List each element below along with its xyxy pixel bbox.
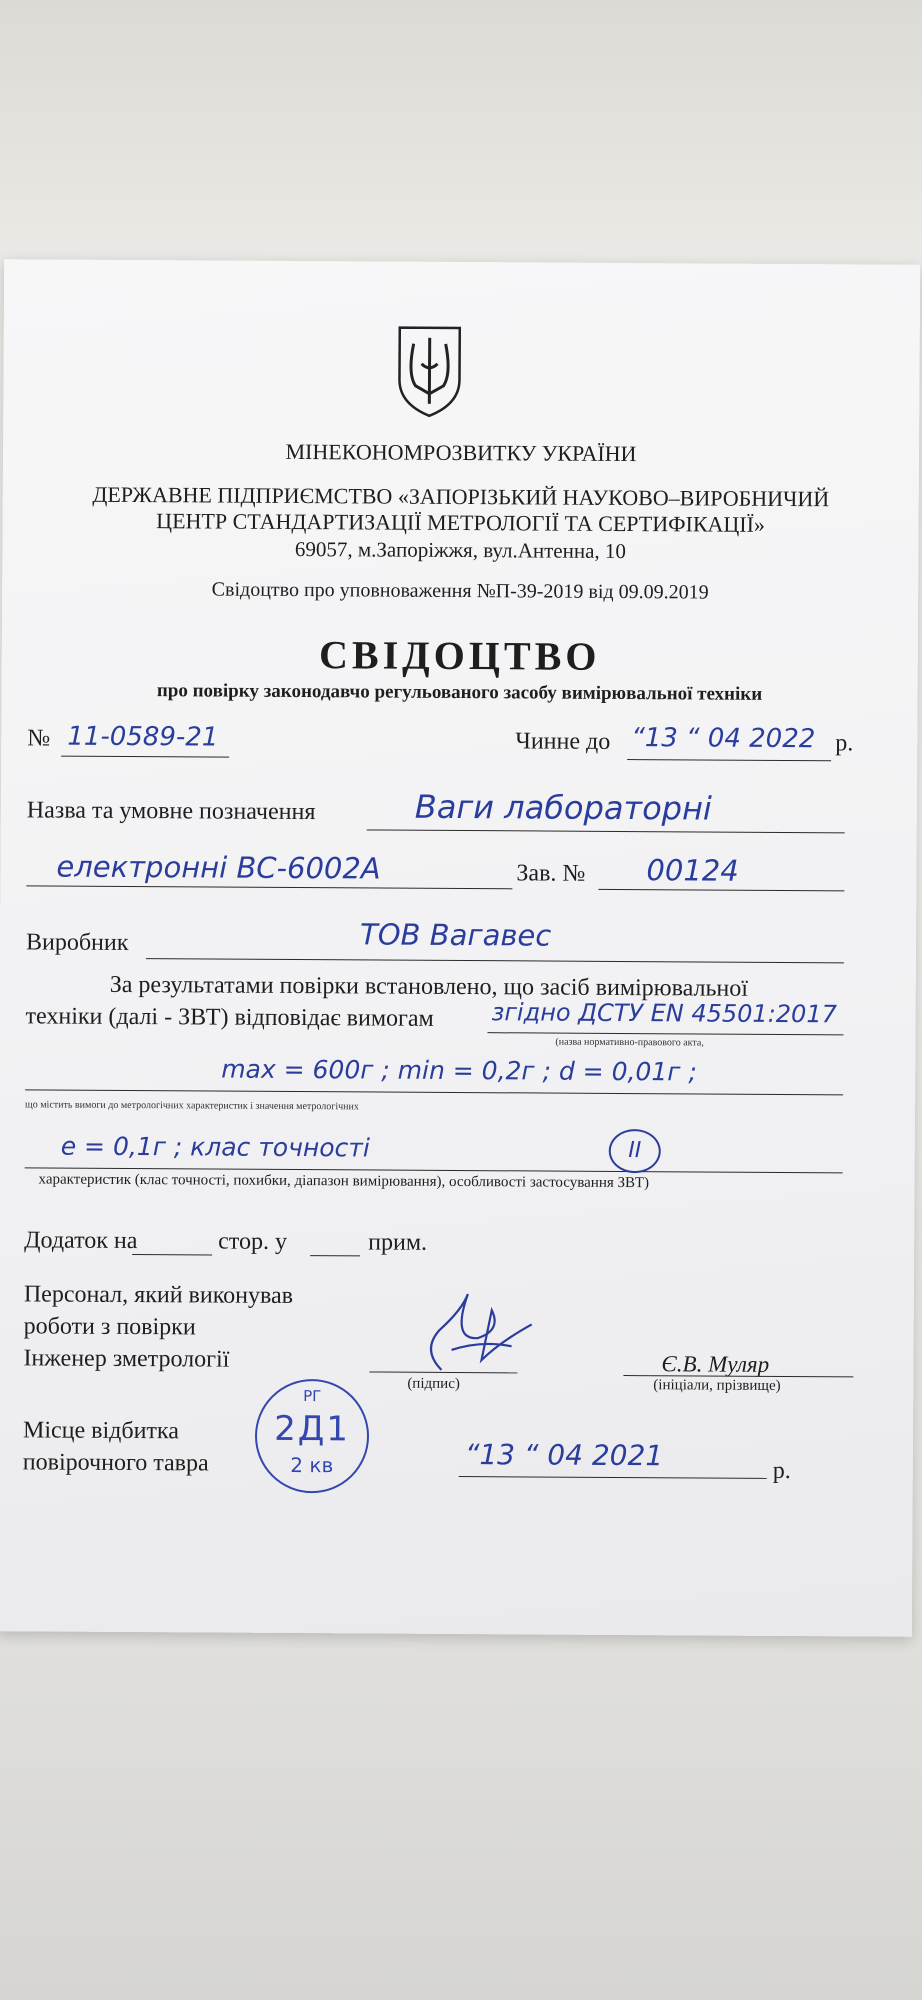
verification-date: “13 “ 04 2021 (464, 1438, 664, 1473)
standard-reference: згідно ДСТУ EN 45501:2017 (491, 998, 838, 1029)
stamp-mid-text: 2Д1 (274, 1408, 351, 1450)
name-underline-2 (26, 885, 512, 889)
stamp-place-line1: Місце відбитка (22, 1417, 179, 1445)
manufacturer-underline (146, 958, 844, 963)
results-text-line1: За результатами повірки встановлено, що засіб вимірювальної (109, 971, 749, 1002)
date-underline (459, 1476, 767, 1479)
manufacturer-value: ТОВ Вагавес (359, 917, 552, 953)
appendix-pages-underline (132, 1254, 212, 1255)
manufacturer-label: Виробник (25, 929, 129, 956)
personnel-line1: Персонал, який виконував (23, 1281, 294, 1309)
appendix-label-3: прим. (368, 1229, 428, 1256)
document-title: СВІДОЦТВО (318, 632, 601, 679)
name-label: Назва та умовне позначення (26, 797, 316, 826)
valid-until-label: Чинне до (515, 728, 611, 755)
valid-until-date: “13 “ 04 2022 (631, 723, 816, 755)
document-subtitle: про повірку законодавчо регульованого засобу вимірювальної техніки (156, 680, 763, 705)
verification-date-suffix: р. (772, 1457, 791, 1485)
signature-caption: (підпис) (407, 1375, 460, 1393)
engineer-name: Є.В. Муляр (661, 1351, 770, 1377)
number-underline (61, 756, 229, 758)
personnel-line3: Інженер зметрології (23, 1345, 230, 1373)
org-name-line1: ДЕРЖАВНЕ ПІДПРИЄМСТВО «ЗАПОРІЗЬКИЙ НАУКОВО–ВИРОБНИЧИЙ (92, 481, 830, 512)
stamp-top-text: РГ (303, 1387, 322, 1406)
serial-label: Зав. № (516, 860, 586, 887)
results-text-line2: техніки (далі - ЗВТ) відповідає вимогам (25, 1003, 434, 1032)
valid-until-underline (627, 759, 831, 761)
appendix-copies-underline (310, 1255, 360, 1256)
serial-number: 00124 (646, 853, 739, 888)
appendix-label-1: Додаток на (24, 1227, 138, 1255)
device-name-line1: Ваги лабораторні (414, 787, 712, 828)
caption-requirements: що містить вимоги до метрологічних характеристик і значення метрологічних (25, 1099, 359, 1113)
personnel-line2: роботи з повірки (23, 1313, 196, 1341)
metrology-values: max = 600г ; min = 0,2г ; d = 0,01г ; (221, 1054, 697, 1087)
signature-mark (381, 1280, 562, 1391)
name-underline-1 (367, 829, 845, 833)
device-name-line2: електронні ВС-6002А (56, 849, 381, 886)
org-name-line2: ЦЕНТР СТАНДАРТИЗАЦІЇ МЕТРОЛОГІЇ ТА СЕРТИФІКАЦІЇ» (156, 508, 766, 537)
serial-underline (598, 889, 844, 892)
verification-stamp (255, 1379, 370, 1494)
results-underline-1 (487, 1032, 843, 1035)
accuracy-class-text: е = 0,1г ; клас точності (60, 1131, 370, 1163)
authorization-line: Свідоцтво про уповноваження №П-39-2019 від 09.09.2019 (211, 578, 709, 604)
org-address: 69057, м.Запоріжжя, вул.Антенна, 10 (294, 536, 627, 564)
trident-emblem-icon (393, 324, 466, 420)
ministry-name: МІНЕКОНОМРОЗВИТКУ УКРАЇНИ (285, 438, 637, 467)
accuracy-class-circle: II (609, 1129, 661, 1173)
caption-characteristics: характеристик (клас точності, похибки, діапазон вимірювання), особливості застосування ЗВТ) (38, 1171, 650, 1192)
valid-until-suffix: р. (835, 730, 854, 757)
certificate-sheet (0, 259, 920, 1637)
stamp-bottom-text: 2 кв (290, 1452, 334, 1478)
name-caption: (ініціали, прізвище) (653, 1377, 781, 1394)
certificate-number: 11-0589-21 (67, 721, 219, 753)
appendix-label-2: стор. у (218, 1228, 288, 1255)
caption-regulation: (назва нормативно-правового акта, (555, 1036, 704, 1049)
stamp-place-line2: повірочного тавра (22, 1449, 209, 1477)
number-label: № (27, 725, 51, 752)
results-underline-2 (25, 1089, 843, 1095)
